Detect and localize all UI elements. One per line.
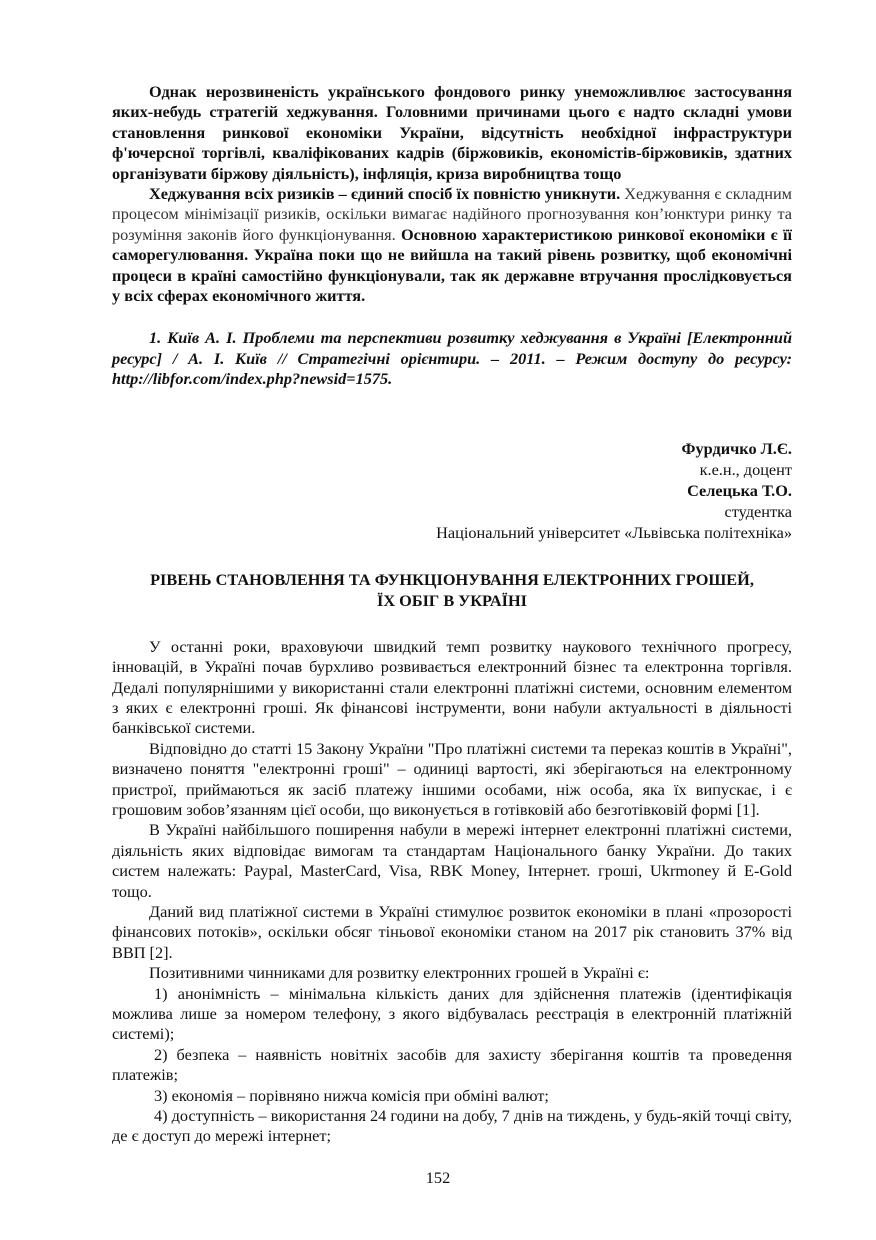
page-number: 152 xyxy=(425,1168,451,1187)
hedging-bold-conclusion: Основною характеристикою ринкової економіки є її саморегулювання. Україна поки що не вийшла на такий рівень розвитку, щоб економічні процеси в країні самостійно функціонували, так як державне втручання прослідковується у всіх сферах економічного життя. xyxy=(112,224,792,306)
author-name: Селецька Т.О. xyxy=(687,480,792,500)
paragraph-hedging-problems: Однак нерозвиненість українського фондового ринку унеможливлює застосування яких-небудь стратегій хеджування. Головними причинами цього є надто складні умови становлення ринкової економіки України, відсутність необхідної інфраструктури ф'ючерсної торгівлі, кваліфікованих кадрів (біржовиків, економістів-біржовиків, здатних організувати біржову діяльність), інфляція, криза виробництва тощо xyxy=(112,82,792,183)
article-body xyxy=(112,637,792,1147)
article-title xyxy=(112,569,792,611)
list-item: 3) економія – порівняно нижча комісія при обміні валют; xyxy=(154,1085,549,1105)
body-paragraph: У останні роки, враховуючи швидкий темп розвитку наукового технічного прогресу, інновацій, в Україні почав бурхливо розвивається електронний бізнес та електронна торгівля. Дедалі популярнішими у використанні стали електронні платіжні системи, основним елементом з яких є електронні гроші. Як фінансові інструменти, вони набули актуальності в діяльності банківської системи. xyxy=(112,636,792,738)
document-page xyxy=(112,82,792,1147)
author-title: студентка xyxy=(724,501,792,521)
reference-item: 1. Київ А. І. Проблеми та перспективи розвитку хеджування в Україні [Електронний ресурс] / А. І. Київ // Стратегічні орієнтири. – 2011. – Режим доступу до ресурсу: http://libfor.com/index.php?newsid=1575. xyxy=(112,328,792,389)
author-name: Фурдичко Л.Є. xyxy=(681,438,792,458)
body-paragraph: Відповідно до статті 15 Закону України "Про платіжні системи та переказ коштів в Україні", визначено поняття "електронні гроші" – одиниці вартості, які зберігаються на електронному пристрої, приймаються як засіб платежу іншими особами, ніж особа, яка їх випускає, і є грошовим зобов’язанням цієї особи, що виконується в готівковій або безготівковій формі [1]. xyxy=(112,738,792,819)
affiliation: Національний університет «Львівська політехніка» xyxy=(436,522,792,542)
author-block xyxy=(112,438,792,543)
hedging-bold-statement: Хеджування всіх ризиків – єдиний спосіб їх повністю уникнути. xyxy=(149,184,621,204)
list-item: 4) доступність – використання 24 години на добу, 7 днів на тиждень, у будь-якій точці світу, де є доступ до мережі інтернет; xyxy=(112,1106,792,1146)
author-title: к.е.н., доцент xyxy=(699,459,792,479)
hedging-regular-text: Хеджування є складним процесом мінімізації ризиків, оскільки вимагає надійного прогнозування кон’юнктури ринку та розуміння законів його функціонування. xyxy=(112,184,792,244)
article-title-line: РІВЕНЬ СТАНОВЛЕННЯ ТА ФУНКЦІОНУВАННЯ ЕЛЕКТРОННИХ ГРОШЕЙ, xyxy=(150,569,754,589)
body-paragraph: В Україні найбільшого поширення набули в мережі інтернет електронні платіжні системи, діяльність яких відповідає вимогам та стандартам Національного банку України. До таких систем належать: Paypal, MasterCard, Visa, RBK Money, Інтернет. гроші, Ukrmoney й E-Gold тощо. xyxy=(112,820,792,901)
list-item: 1) анонімність – мінімальна кількість даних для здійснення платежів (ідентифікація можлива лише за номером телефону, з якого відбувалась реєстрація в електронній платіжній системі); xyxy=(112,983,792,1044)
paragraph-hedging-summary xyxy=(112,184,792,306)
list-item: 2) безпека – наявність новітніх засобів для захисту зберігання коштів та проведення платежів; xyxy=(112,1044,792,1085)
body-paragraph: Даний вид платіжної системи в Україні стимулює розвиток економіки в плані «прозорості фінансових потоків», оскільки обсяг тіньової економіки станом на 2017 рік становить 37% від ВВП [2]. xyxy=(112,901,792,962)
article-title-line: ЇХ ОБІГ В УКРАЇНІ xyxy=(377,590,527,610)
body-paragraph: Позитивними чинниками для розвитку електронних грошей в Україні є: xyxy=(149,963,650,983)
